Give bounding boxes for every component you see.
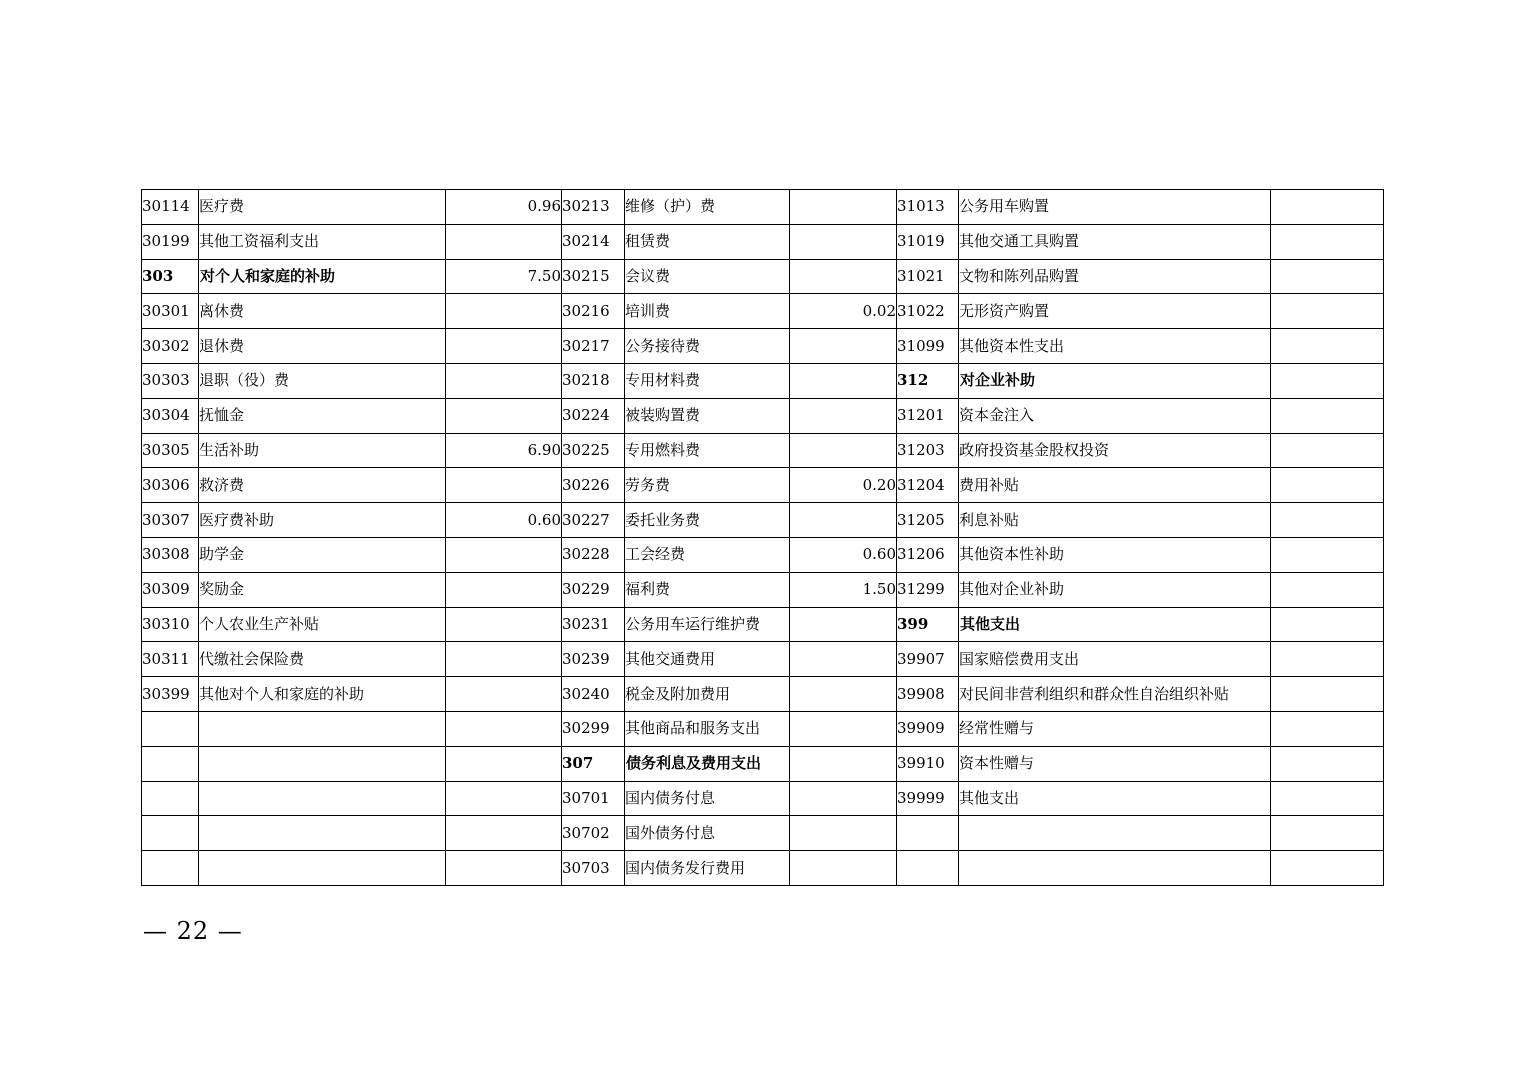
account-code-cell: 39999 — [897, 781, 959, 816]
account-name-cell: 税金及附加费用 — [625, 677, 790, 712]
account-name-cell: 其他资本性支出 — [959, 329, 1271, 364]
account-code-cell: 30214 — [562, 224, 625, 259]
amount-cell — [1271, 781, 1384, 816]
amount-cell — [1271, 363, 1384, 398]
account-code-cell — [142, 781, 199, 816]
account-code-cell: 30305 — [142, 433, 199, 468]
amount-cell: 6.90 — [446, 433, 562, 468]
amount-cell — [790, 607, 897, 642]
amount-cell: 7.50 — [446, 259, 562, 294]
account-name-cell: 退休费 — [199, 329, 446, 364]
account-code-cell: 30308 — [142, 537, 199, 572]
table-row — [142, 363, 1384, 398]
account-code-cell: 39909 — [897, 711, 959, 746]
account-name-cell: 其他支出 — [959, 607, 1271, 642]
table-row — [142, 746, 1384, 781]
table-row — [142, 468, 1384, 503]
account-name-cell — [959, 816, 1271, 851]
account-code-cell: 30310 — [142, 607, 199, 642]
amount-cell: 0.20 — [790, 468, 897, 503]
account-code-cell: 30215 — [562, 259, 625, 294]
account-code-cell: 30231 — [562, 607, 625, 642]
account-name-cell: 工会经费 — [625, 537, 790, 572]
account-code-cell: 31013 — [897, 190, 959, 225]
amount-cell — [1271, 572, 1384, 607]
amount-cell — [790, 259, 897, 294]
account-name-cell: 对企业补助 — [959, 363, 1271, 398]
account-name-cell: 医疗费补助 — [199, 503, 446, 538]
table-row — [142, 294, 1384, 329]
account-name-cell: 离休费 — [199, 294, 446, 329]
account-name-cell: 其他交通费用 — [625, 642, 790, 677]
amount-cell — [446, 607, 562, 642]
account-code-cell: 30309 — [142, 572, 199, 607]
account-code-cell: 312 — [897, 363, 959, 398]
amount-cell: 0.02 — [790, 294, 897, 329]
amount-cell — [790, 677, 897, 712]
account-name-cell: 其他资本性补助 — [959, 537, 1271, 572]
amount-cell — [1271, 816, 1384, 851]
account-name-cell: 劳务费 — [625, 468, 790, 503]
account-code-cell: 30299 — [562, 711, 625, 746]
account-code-cell: 30218 — [562, 363, 625, 398]
account-name-cell — [199, 851, 446, 886]
account-name-cell: 债务利息及费用支出 — [625, 746, 790, 781]
account-name-cell: 维修（护）费 — [625, 190, 790, 225]
table-row — [142, 677, 1384, 712]
amount-cell — [446, 294, 562, 329]
account-name-cell: 培训费 — [625, 294, 790, 329]
account-code-cell: 30302 — [142, 329, 199, 364]
account-name-cell: 会议费 — [625, 259, 790, 294]
account-name-cell: 资本金注入 — [959, 398, 1271, 433]
account-name-cell: 无形资产购置 — [959, 294, 1271, 329]
account-code-cell: 30239 — [562, 642, 625, 677]
account-code-cell — [142, 746, 199, 781]
amount-cell — [446, 537, 562, 572]
table-row — [142, 572, 1384, 607]
amount-cell — [1271, 398, 1384, 433]
amount-cell — [790, 642, 897, 677]
account-name-cell: 专用材料费 — [625, 363, 790, 398]
account-code-cell: 31099 — [897, 329, 959, 364]
amount-cell — [446, 781, 562, 816]
amount-cell: 0.96 — [446, 190, 562, 225]
account-code-cell: 30228 — [562, 537, 625, 572]
account-code-cell — [142, 816, 199, 851]
account-code-cell: 30226 — [562, 468, 625, 503]
amount-cell — [1271, 607, 1384, 642]
amount-cell — [446, 711, 562, 746]
account-name-cell: 国外债务付息 — [625, 816, 790, 851]
amount-cell — [790, 711, 897, 746]
amount-cell — [1271, 259, 1384, 294]
amount-cell — [790, 433, 897, 468]
amount-cell — [446, 642, 562, 677]
amount-cell — [790, 816, 897, 851]
account-name-cell: 救济费 — [199, 468, 446, 503]
table-row — [142, 329, 1384, 364]
amount-cell: 0.60 — [790, 537, 897, 572]
account-code-cell: 31019 — [897, 224, 959, 259]
amount-cell — [446, 851, 562, 886]
account-name-cell: 奖励金 — [199, 572, 446, 607]
amount-cell — [446, 363, 562, 398]
amount-cell — [1271, 746, 1384, 781]
account-code-cell: 30227 — [562, 503, 625, 538]
account-code-cell — [897, 816, 959, 851]
account-code-cell: 307 — [562, 746, 625, 781]
account-code-cell: 39908 — [897, 677, 959, 712]
account-code-cell: 30240 — [562, 677, 625, 712]
account-name-cell: 其他商品和服务支出 — [625, 711, 790, 746]
account-code-cell — [142, 711, 199, 746]
account-code-cell: 399 — [897, 607, 959, 642]
account-code-cell — [897, 851, 959, 886]
account-name-cell: 其他交通工具购置 — [959, 224, 1271, 259]
account-name-cell: 国内债务付息 — [625, 781, 790, 816]
table-row — [142, 781, 1384, 816]
amount-cell — [1271, 468, 1384, 503]
amount-cell — [446, 746, 562, 781]
account-name-cell: 其他对企业补助 — [959, 572, 1271, 607]
amount-cell — [446, 468, 562, 503]
account-code-cell — [142, 851, 199, 886]
account-code-cell: 30311 — [142, 642, 199, 677]
account-name-cell — [199, 746, 446, 781]
account-code-cell: 31021 — [897, 259, 959, 294]
amount-cell — [790, 363, 897, 398]
amount-cell — [1271, 329, 1384, 364]
table-row — [142, 711, 1384, 746]
amount-cell — [446, 329, 562, 364]
account-name-cell: 个人农业生产补贴 — [199, 607, 446, 642]
account-code-cell: 39907 — [897, 642, 959, 677]
account-code-cell: 30216 — [562, 294, 625, 329]
account-name-cell: 公务用车运行维护费 — [625, 607, 790, 642]
table-row — [142, 224, 1384, 259]
amount-cell: 1.50 — [790, 572, 897, 607]
account-name-cell: 专用燃料费 — [625, 433, 790, 468]
account-name-cell: 对民间非营利组织和群众性自治组织补贴 — [959, 677, 1271, 712]
expenditure-classification-table — [141, 189, 1384, 886]
account-code-cell: 30306 — [142, 468, 199, 503]
account-name-cell: 生活补助 — [199, 433, 446, 468]
table-row — [142, 398, 1384, 433]
amount-cell — [790, 329, 897, 364]
account-code-cell: 30399 — [142, 677, 199, 712]
account-code-cell: 31299 — [897, 572, 959, 607]
table-row — [142, 433, 1384, 468]
account-name-cell: 福利费 — [625, 572, 790, 607]
account-name-cell: 公务接待费 — [625, 329, 790, 364]
account-name-cell: 文物和陈列品购置 — [959, 259, 1271, 294]
account-code-cell: 30301 — [142, 294, 199, 329]
account-code-cell: 30217 — [562, 329, 625, 364]
account-code-cell: 31204 — [897, 468, 959, 503]
account-code-cell: 30213 — [562, 190, 625, 225]
amount-cell — [790, 746, 897, 781]
amount-cell — [790, 781, 897, 816]
account-code-cell: 303 — [142, 259, 199, 294]
account-name-cell — [199, 816, 446, 851]
account-name-cell: 医疗费 — [199, 190, 446, 225]
account-name-cell: 退职（役）费 — [199, 363, 446, 398]
account-code-cell: 30304 — [142, 398, 199, 433]
amount-cell — [1271, 711, 1384, 746]
table-row — [142, 190, 1384, 225]
account-code-cell: 39910 — [897, 746, 959, 781]
amount-cell — [446, 398, 562, 433]
account-code-cell: 30199 — [142, 224, 199, 259]
amount-cell — [1271, 294, 1384, 329]
account-name-cell — [199, 711, 446, 746]
account-name-cell: 其他支出 — [959, 781, 1271, 816]
account-name-cell: 国家赔偿费用支出 — [959, 642, 1271, 677]
account-name-cell: 公务用车购置 — [959, 190, 1271, 225]
account-name-cell: 政府投资基金股权投资 — [959, 433, 1271, 468]
account-code-cell: 30701 — [562, 781, 625, 816]
table-row — [142, 537, 1384, 572]
account-name-cell: 国内债务发行费用 — [625, 851, 790, 886]
account-code-cell: 31203 — [897, 433, 959, 468]
account-name-cell: 代缴社会保险费 — [199, 642, 446, 677]
account-name-cell: 其他对个人和家庭的补助 — [199, 677, 446, 712]
amount-cell: 0.60 — [446, 503, 562, 538]
amount-cell — [1271, 537, 1384, 572]
account-code-cell: 30229 — [562, 572, 625, 607]
table-body — [142, 190, 1384, 886]
account-code-cell: 31022 — [897, 294, 959, 329]
account-name-cell: 费用补贴 — [959, 468, 1271, 503]
account-name-cell: 经常性赠与 — [959, 711, 1271, 746]
account-name-cell: 抚恤金 — [199, 398, 446, 433]
table-row — [142, 259, 1384, 294]
account-name-cell: 委托业务费 — [625, 503, 790, 538]
account-code-cell: 30307 — [142, 503, 199, 538]
account-name-cell: 资本性赠与 — [959, 746, 1271, 781]
table-row — [142, 642, 1384, 677]
amount-cell — [1271, 851, 1384, 886]
amount-cell — [446, 572, 562, 607]
account-name-cell: 其他工资福利支出 — [199, 224, 446, 259]
table-row — [142, 851, 1384, 886]
amount-cell — [1271, 503, 1384, 538]
amount-cell — [790, 398, 897, 433]
amount-cell — [446, 677, 562, 712]
amount-cell — [1271, 433, 1384, 468]
table-row — [142, 503, 1384, 538]
account-name-cell: 被装购置费 — [625, 398, 790, 433]
amount-cell — [446, 816, 562, 851]
account-code-cell: 31206 — [897, 537, 959, 572]
account-code-cell: 31205 — [897, 503, 959, 538]
account-code-cell: 30114 — [142, 190, 199, 225]
account-code-cell: 31201 — [897, 398, 959, 433]
account-name-cell: 助学金 — [199, 537, 446, 572]
amount-cell — [790, 503, 897, 538]
account-code-cell: 30703 — [562, 851, 625, 886]
table-row — [142, 816, 1384, 851]
amount-cell — [790, 851, 897, 886]
account-code-cell: 30225 — [562, 433, 625, 468]
account-name-cell: 利息补贴 — [959, 503, 1271, 538]
amount-cell — [446, 224, 562, 259]
amount-cell — [790, 190, 897, 225]
account-code-cell: 30303 — [142, 363, 199, 398]
account-name-cell — [199, 781, 446, 816]
table-row — [142, 607, 1384, 642]
account-name-cell: 租赁费 — [625, 224, 790, 259]
amount-cell — [790, 224, 897, 259]
page-number: — 22 — — [143, 917, 243, 945]
amount-cell — [1271, 642, 1384, 677]
amount-cell — [1271, 677, 1384, 712]
amount-cell — [1271, 224, 1384, 259]
account-code-cell: 30224 — [562, 398, 625, 433]
amount-cell — [1271, 190, 1384, 225]
account-code-cell: 30702 — [562, 816, 625, 851]
account-name-cell: 对个人和家庭的补助 — [199, 259, 446, 294]
account-name-cell — [959, 851, 1271, 886]
